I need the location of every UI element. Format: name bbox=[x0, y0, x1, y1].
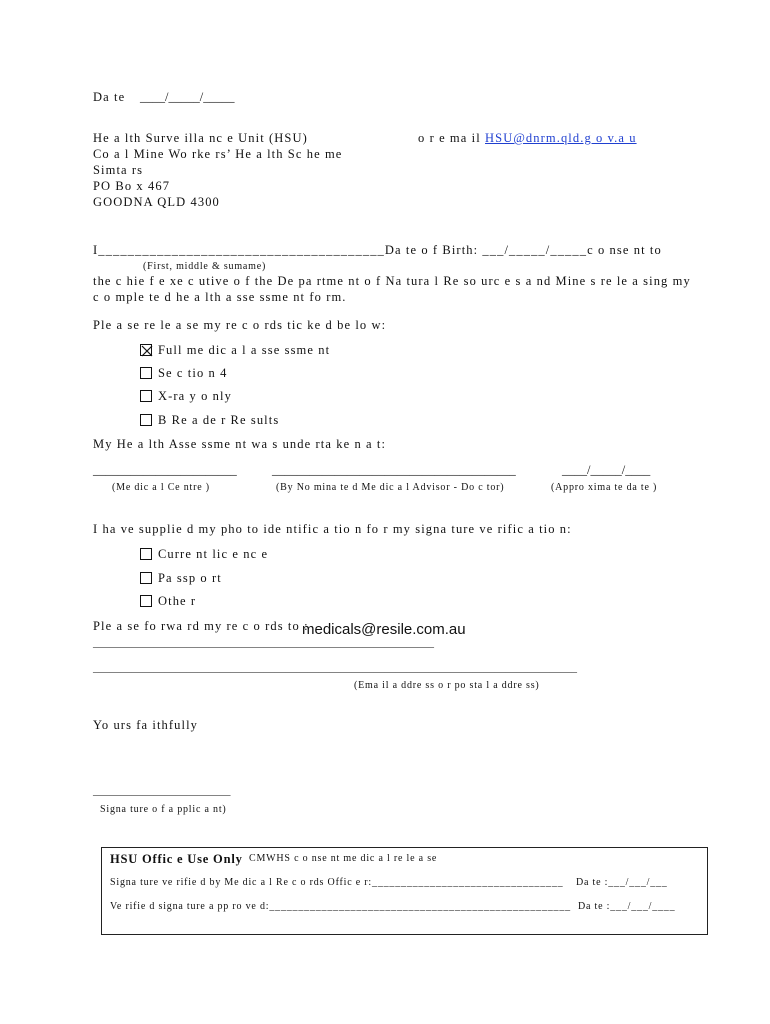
doctor-caption: (By No mina te d Me dic a l Advisor - Do c tor) bbox=[276, 482, 505, 493]
licence-checkbox[interactable] bbox=[140, 548, 152, 560]
records-heading: Ple a se re le a se my re c o rds tic ke d be lo w: bbox=[93, 318, 387, 332]
date-label: Da te bbox=[93, 90, 126, 104]
signature-line[interactable]: _________________________ bbox=[93, 785, 231, 797]
passport-label: Pa ssp o rt bbox=[158, 571, 222, 585]
email-prefix: o r e ma il bbox=[418, 131, 486, 145]
office-use-subtitle: CMWHS c o nse nt me dic a l re le a se bbox=[249, 853, 438, 864]
consent-text-1: the c hie f e xe c utive o f the De pa rtme nt o f Na tura l Re so urc e s a nd Mine s re le a sing my bbox=[93, 274, 691, 288]
medical-centre-field[interactable]: _______________________ bbox=[93, 463, 237, 477]
b-reader-label: B Re a de r Re sults bbox=[158, 413, 280, 427]
section-4-label: Se c tio n 4 bbox=[158, 366, 228, 380]
signature-approved-row[interactable]: Ve rifie d signa ture a pp ro ve d:____________________________________________________ bbox=[110, 901, 571, 912]
other-checkbox[interactable] bbox=[140, 595, 152, 607]
approx-date-field[interactable]: ____/_____/____ bbox=[562, 463, 651, 477]
check-x-icon bbox=[141, 345, 153, 357]
address-line-4: PO Bo x 467 bbox=[93, 179, 171, 193]
xray-checkbox[interactable] bbox=[140, 390, 152, 402]
assessment-heading: My He a lth Asse ssme nt wa s unde rta ke n a t: bbox=[93, 437, 387, 451]
licence-label: Curre nt lic e nc e bbox=[158, 547, 269, 561]
full-medical-label: Full me dic a l a sse ssme nt bbox=[158, 343, 331, 357]
verified-by-officer-row[interactable]: Signa ture ve rifie d by Me dic a l Re c o rds Offic e r:_________________________________ bbox=[110, 877, 564, 888]
consent-text-2: c o mple te d he a lth a sse ssme nt fo rm. bbox=[93, 290, 347, 304]
signature-caption: Signa ture o f a pplic a nt) bbox=[100, 804, 227, 815]
doctor-field[interactable]: _______________________________________ bbox=[272, 463, 516, 477]
hsu-email-link[interactable]: HSU@dnrm.qld.g o v.a u bbox=[485, 131, 637, 145]
signature-approved-date[interactable]: Da te :___/___/____ bbox=[578, 901, 676, 912]
name-caption: (First, middle & sumame) bbox=[143, 261, 267, 272]
office-use-title: HSU Offic e Use Only bbox=[110, 852, 243, 866]
yours-faithfully: Yo urs fa ithfully bbox=[93, 718, 198, 732]
forward-label: Ple a se fo rwa rd my re c o rds to : bbox=[93, 619, 309, 633]
full-medical-checkbox[interactable] bbox=[140, 344, 152, 356]
address-line-2: Co a l Mine Wo rke rs’ He a lth Sc he me bbox=[93, 147, 343, 161]
forward-address-value[interactable]: medicals@resile.com.au bbox=[302, 621, 466, 638]
forward-caption: (Ema il a ddre ss o r po sta l a ddre ss) bbox=[354, 680, 540, 691]
date-blank[interactable]: ____/_____/_____ bbox=[140, 90, 235, 104]
verified-by-officer-date[interactable]: Da te :___/___/___ bbox=[576, 877, 668, 888]
xray-label: X-ra y o nly bbox=[158, 389, 232, 403]
passport-checkbox[interactable] bbox=[140, 572, 152, 584]
b-reader-checkbox[interactable] bbox=[140, 414, 152, 426]
address-line-1: He a lth Surve illa nc e Unit (HSU) bbox=[93, 131, 308, 145]
address-line-5: GOODNA QLD 4300 bbox=[93, 195, 220, 209]
forward-line-1[interactable]: ______________________________________________________________ bbox=[93, 637, 434, 649]
address-line-3: Simta rs bbox=[93, 163, 144, 177]
section-4-checkbox[interactable] bbox=[140, 367, 152, 379]
identification-heading: I ha ve supplie d my pho to ide ntific a tio n fo r my signa ture ve rific a tio n: bbox=[93, 522, 572, 536]
approx-date-caption: (Appro xima te da te ) bbox=[551, 482, 658, 493]
other-label: Othe r bbox=[158, 594, 197, 608]
medical-centre-caption: (Me dic a l Ce ntre ) bbox=[112, 482, 210, 493]
consent-line[interactable]: I_______________________________________Da te o f Birth: ___/_____/_____c o nse nt to bbox=[93, 243, 662, 257]
forward-line-2[interactable]: ________________________________________________________________________________________ bbox=[93, 662, 577, 674]
email-contact bbox=[418, 131, 637, 146]
